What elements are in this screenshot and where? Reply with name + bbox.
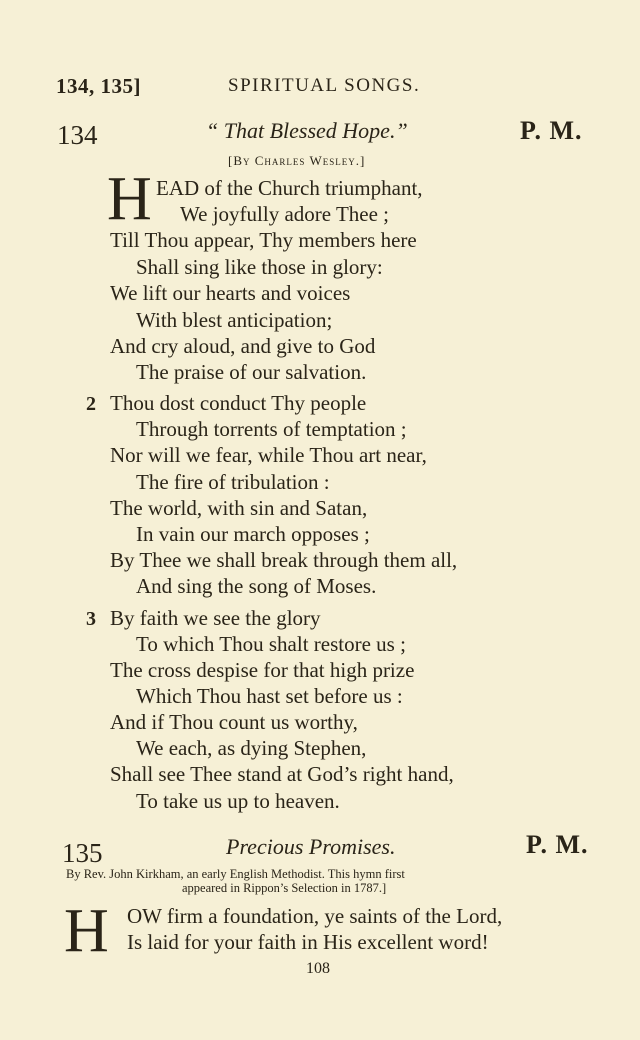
verse-line: In vain our march opposes ;	[136, 522, 370, 546]
verse-line: Till Thou appear, Thy members here	[110, 228, 417, 252]
verse-2-number: 2	[86, 393, 96, 415]
verse-line: To take us up to heaven.	[136, 789, 340, 813]
hymn-134-attribution: [By Charles Wesley.]	[228, 153, 366, 168]
verse-line: Shall sing like those in glory:	[136, 255, 383, 279]
page-number: 108	[306, 960, 330, 977]
hymn-134-number: 134	[57, 120, 98, 150]
verse-line: We each, as dying Stephen,	[136, 736, 367, 760]
verse-line: The cross despise for that high prize	[110, 658, 415, 682]
verse-line: Which Thou hast set before us :	[136, 684, 403, 708]
verse-line: The world, with sin and Satan,	[110, 496, 368, 520]
hymn-135-number: 135	[62, 838, 103, 868]
verse-line: OW firm a foundation, ye saints of the Lord,	[127, 904, 503, 928]
hymn-134-title: “ That Blessed Hope.”	[206, 118, 408, 143]
verse-line: With blest anticipation;	[136, 308, 333, 332]
verse-line: The fire of tribulation :	[136, 470, 330, 494]
verse-3-number: 3	[86, 608, 96, 630]
page-range: 134, 135]	[56, 74, 141, 98]
verse-line: And cry aloud, and give to God	[110, 334, 376, 358]
hymn-135-title: Precious Promises.	[226, 834, 396, 859]
verse-line: By faith we see the glory	[110, 606, 321, 630]
verse-line: The praise of our salvation.	[136, 360, 367, 384]
verse-line: We joyfully adore Thee ;	[180, 202, 390, 226]
verse-line: Shall see Thee stand at God’s right hand,	[110, 762, 454, 786]
verse-line: By Thee we shall break through them all,	[110, 548, 458, 572]
verse-line: And sing the song of Moses.	[136, 574, 377, 598]
hymn-135-meter: P. M.	[526, 830, 589, 859]
hymn-134-drop-cap: H	[107, 165, 152, 233]
verse-line: Through torrents of temptation ;	[136, 417, 407, 441]
verse-line: Is laid for your faith in His excellent word!	[127, 930, 489, 954]
running-title: SPIRITUAL SONGS.	[228, 75, 421, 96]
hymn-135-attribution-line-2: appeared in Rippon’s Selection in 1787.]	[182, 881, 387, 895]
verse-line: To which Thou shalt restore us ;	[136, 632, 406, 656]
verse-line: EAD of the Church triumphant,	[156, 176, 423, 200]
verse-line: Thou dost conduct Thy people	[110, 391, 367, 415]
hymn-134-meter: P. M.	[520, 116, 583, 145]
hymn-135-drop-cap: H	[64, 897, 109, 965]
hymn-135-attribution-line-1: By Rev. John Kirkham, an early English Methodist. This hymn first	[66, 867, 405, 881]
verse-line: Nor will we fear, while Thou art near,	[110, 443, 427, 467]
verse-line: We lift our hearts and voices	[110, 281, 351, 305]
verse-line: And if Thou count us worthy,	[110, 710, 358, 734]
